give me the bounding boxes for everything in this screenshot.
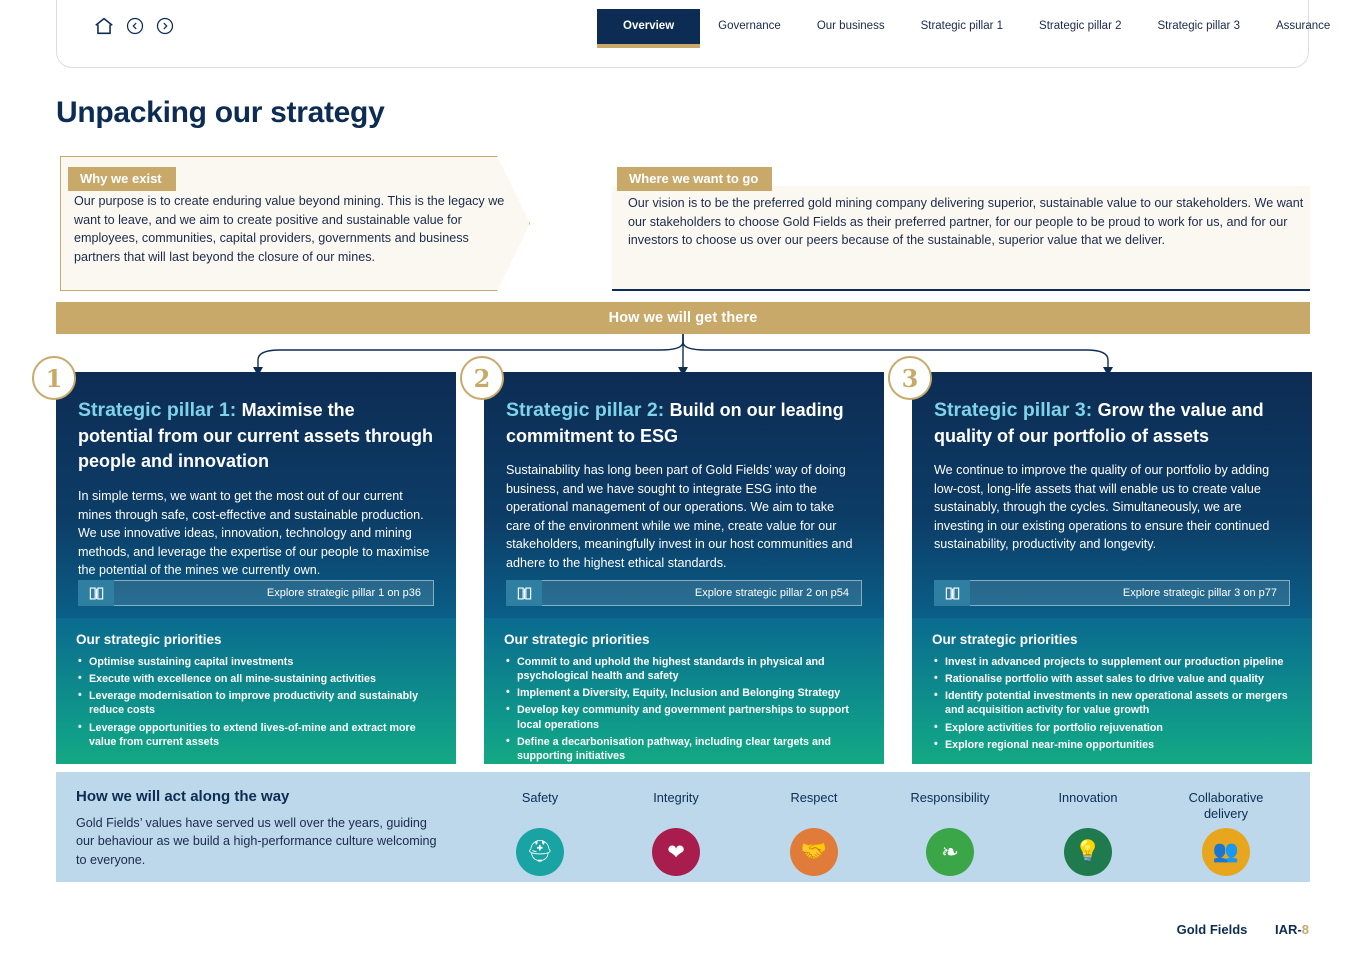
tab-strategic-pillar-3[interactable]: Strategic pillar 3 bbox=[1157, 20, 1240, 32]
value-label: Collaborative delivery bbox=[1188, 790, 1264, 821]
list-item: • Execute with excellence on all mine-sustaining activities bbox=[76, 672, 436, 686]
book-icon bbox=[506, 580, 542, 606]
pillar-1-body: In simple terms, we want to get the most out of our current mines through safe, cost-effective and sustainable production. We use innovative ideas, innovation, technology and mining methods, and leverage the expertise of our people to maximise the potential of the mines we currently own. bbox=[78, 489, 430, 578]
pillar-2-heading-rest: Build on our leading commitment to ESG bbox=[506, 400, 844, 446]
nav-icon-group bbox=[93, 15, 175, 37]
strategic-pillar-3-card[interactable] bbox=[912, 372, 1312, 764]
pillar-3-heading-lead: Strategic pillar 3: bbox=[934, 399, 1093, 421]
next-icon[interactable] bbox=[155, 16, 175, 36]
values-panel bbox=[56, 772, 1310, 882]
helmet-icon: ⛑ bbox=[516, 828, 564, 876]
previous-icon[interactable] bbox=[125, 16, 145, 36]
list-item: • Leverage modernisation to improve productivity and sustainably reduce costs bbox=[76, 689, 436, 717]
pillar-1-priorities-title: Our strategic priorities bbox=[76, 632, 222, 647]
pillar-3-priorities bbox=[912, 618, 1312, 764]
pillar-2-heading-lead: Strategic pillar 2: bbox=[506, 399, 665, 421]
pillar-3-heading-rest: Grow the value and quality of our portfolio of assets bbox=[934, 400, 1264, 446]
pillar-1-number-badge: 1 bbox=[32, 356, 76, 400]
hand-leaf-icon: ❧ bbox=[926, 828, 974, 876]
heart-hand-icon: ❤ bbox=[652, 828, 700, 876]
pillar-3-top bbox=[912, 372, 1312, 618]
pillar-3-explore-button[interactable] bbox=[934, 580, 1290, 606]
value-label: Respect bbox=[790, 790, 838, 805]
value-label: Responsibility bbox=[910, 790, 990, 805]
pillar-2-number-badge: 2 bbox=[460, 356, 504, 400]
value-responsibility bbox=[890, 790, 1010, 876]
how-we-will-get-there-banner: How we will get there bbox=[56, 302, 1310, 334]
footer-company: Gold Fields bbox=[1176, 922, 1248, 937]
footer bbox=[1177, 922, 1309, 937]
pillar-2-explore-label: Explore strategic pillar 2 on p54 bbox=[694, 587, 849, 599]
list-item: • Commit to and uphold the highest standards in physical and psychological health and safety bbox=[504, 655, 864, 683]
pillar-3-priorities-list bbox=[932, 655, 1292, 752]
pillar-1-heading-rest: Maximise the potential from our current assets through people and innovation bbox=[78, 400, 434, 472]
strategic-pillar-1-card[interactable] bbox=[56, 372, 456, 764]
lightbulb-icon: 💡 bbox=[1064, 828, 1112, 876]
value-label: Innovation bbox=[1058, 790, 1118, 805]
pillar-3-body: We continue to improve the quality of our portfolio by adding low-cost, long-life assets that will enable us to create value sustainably, through the cycles. Simultaneously, we are investing in our existing operations to ensure their continued sustainability, productivity and longevity. bbox=[934, 463, 1270, 552]
pillar-1-priorities-list bbox=[76, 655, 436, 749]
home-icon[interactable] bbox=[93, 15, 115, 37]
teamwork-icon: 👥 bbox=[1202, 828, 1250, 876]
page-title: Unpacking our strategy bbox=[56, 96, 385, 129]
pillar-1-heading bbox=[78, 398, 434, 475]
value-collaborative-delivery bbox=[1166, 790, 1286, 876]
top-navigation-bar bbox=[56, 0, 1331, 68]
values-text: Gold Fields’ values have served us well over the years, guiding our behaviour as we build a high-performance culture welcoming to everyone. bbox=[76, 816, 437, 867]
where-we-want-to-go-tag: Where we want to go bbox=[617, 167, 772, 191]
list-item: • Leverage opportunities to extend lives-of-mine and extract more value from current assets bbox=[76, 721, 436, 749]
pillar-2-priorities-list bbox=[504, 655, 864, 780]
pillar-3-priorities-title: Our strategic priorities bbox=[932, 632, 1078, 647]
pillar-1-priorities bbox=[56, 618, 456, 764]
value-safety bbox=[480, 790, 600, 876]
pillar-2-top bbox=[484, 372, 884, 618]
book-icon bbox=[934, 580, 970, 606]
list-item: • Optimise sustaining capital investments bbox=[76, 655, 436, 669]
pillar-1-top bbox=[56, 372, 456, 618]
tab-our-business[interactable]: Our business bbox=[816, 20, 885, 32]
why-we-exist-tag: Why we exist bbox=[68, 167, 176, 191]
list-item: • Identify potential investments in new operational assets or mergers and acquisition activity for value growth bbox=[932, 689, 1292, 717]
footer-page-reference bbox=[1275, 922, 1309, 937]
nav-tabs bbox=[597, 9, 1348, 48]
pillar-2-heading bbox=[506, 398, 862, 449]
pillar-3-heading bbox=[934, 398, 1290, 449]
tab-governance[interactable]: Governance bbox=[718, 20, 781, 32]
list-item: • Develop key community and government partnerships to support local operations bbox=[504, 703, 864, 731]
pillar-1-heading-lead: Strategic pillar 1: bbox=[78, 399, 237, 421]
pillar-3-explore-label: Explore strategic pillar 3 on p77 bbox=[1122, 587, 1277, 599]
pillar-2-priorities-title: Our strategic priorities bbox=[504, 632, 650, 647]
tab-strategic-pillar-2[interactable]: Strategic pillar 2 bbox=[1039, 20, 1122, 32]
pillar-2-body: Sustainability has long been part of Gold Fields’ way of doing business, and we have sought to integrate ESG into the operational management of our operations. We aim to take care of the environment while we mine, create value for our stakeholders, meaningfully invest in our host communities and adhere to the highest ethical standards. bbox=[506, 463, 853, 570]
footer-ref-prefix: IAR- bbox=[1275, 922, 1302, 937]
footer-page-number: 8 bbox=[1301, 922, 1309, 937]
pillar-1-explore-label: Explore strategic pillar 1 on p36 bbox=[266, 587, 421, 599]
values-title: How we will act along the way bbox=[76, 788, 290, 805]
pillar-2-explore-button[interactable] bbox=[506, 580, 862, 606]
where-we-want-to-go-text: Our vision is to be the preferred gold mining company delivering superior, sustainable value to our stakeholders. We want our stakeholders to choose Gold Fields as their preferred partner, for our people to be proud to work for us, and for our investors to choose us over our peers because of the sustainable, superior value that we deliver. bbox=[628, 196, 1304, 248]
handshake-icon: 🤝 bbox=[790, 828, 838, 876]
value-innovation bbox=[1028, 790, 1148, 876]
strategic-pillar-2-card[interactable] bbox=[484, 372, 884, 764]
value-label: Safety bbox=[521, 790, 559, 805]
value-integrity bbox=[616, 790, 736, 876]
tab-assurance[interactable]: Assurance bbox=[1275, 20, 1331, 32]
pillar-3-number-badge: 3 bbox=[888, 356, 932, 400]
value-label: Integrity bbox=[653, 790, 699, 805]
pillar-2-priorities bbox=[484, 618, 884, 764]
pillar-1-explore-button[interactable] bbox=[78, 580, 434, 606]
tab-strategic-pillar-1[interactable]: Strategic pillar 1 bbox=[920, 20, 1004, 32]
list-item: • Define a decarbonisation pathway, including clear targets and supporting initiatives bbox=[504, 735, 864, 763]
list-item: • Rationalise portfolio with asset sales to drive value and quality bbox=[932, 672, 1292, 686]
value-respect bbox=[754, 790, 874, 876]
tab-overview[interactable]: Overview bbox=[597, 9, 700, 48]
list-item: • Explore activities for portfolio rejuvenation bbox=[932, 721, 1292, 735]
book-icon bbox=[78, 580, 114, 606]
list-item: • Explore regional near-mine opportunities bbox=[932, 738, 1292, 752]
list-item: • Invest in advanced projects to supplement our production pipeline bbox=[932, 655, 1292, 669]
list-item: • Implement a Diversity, Equity, Inclusion and Belonging Strategy bbox=[504, 686, 864, 700]
why-we-exist-text: Our purpose is to create enduring value beyond mining. This is the legacy we want to leave, and we aim to create positive and sustainable value for employees, communities, capital providers, governments and business partners that will last beyond the closure of our mines. bbox=[74, 194, 505, 264]
